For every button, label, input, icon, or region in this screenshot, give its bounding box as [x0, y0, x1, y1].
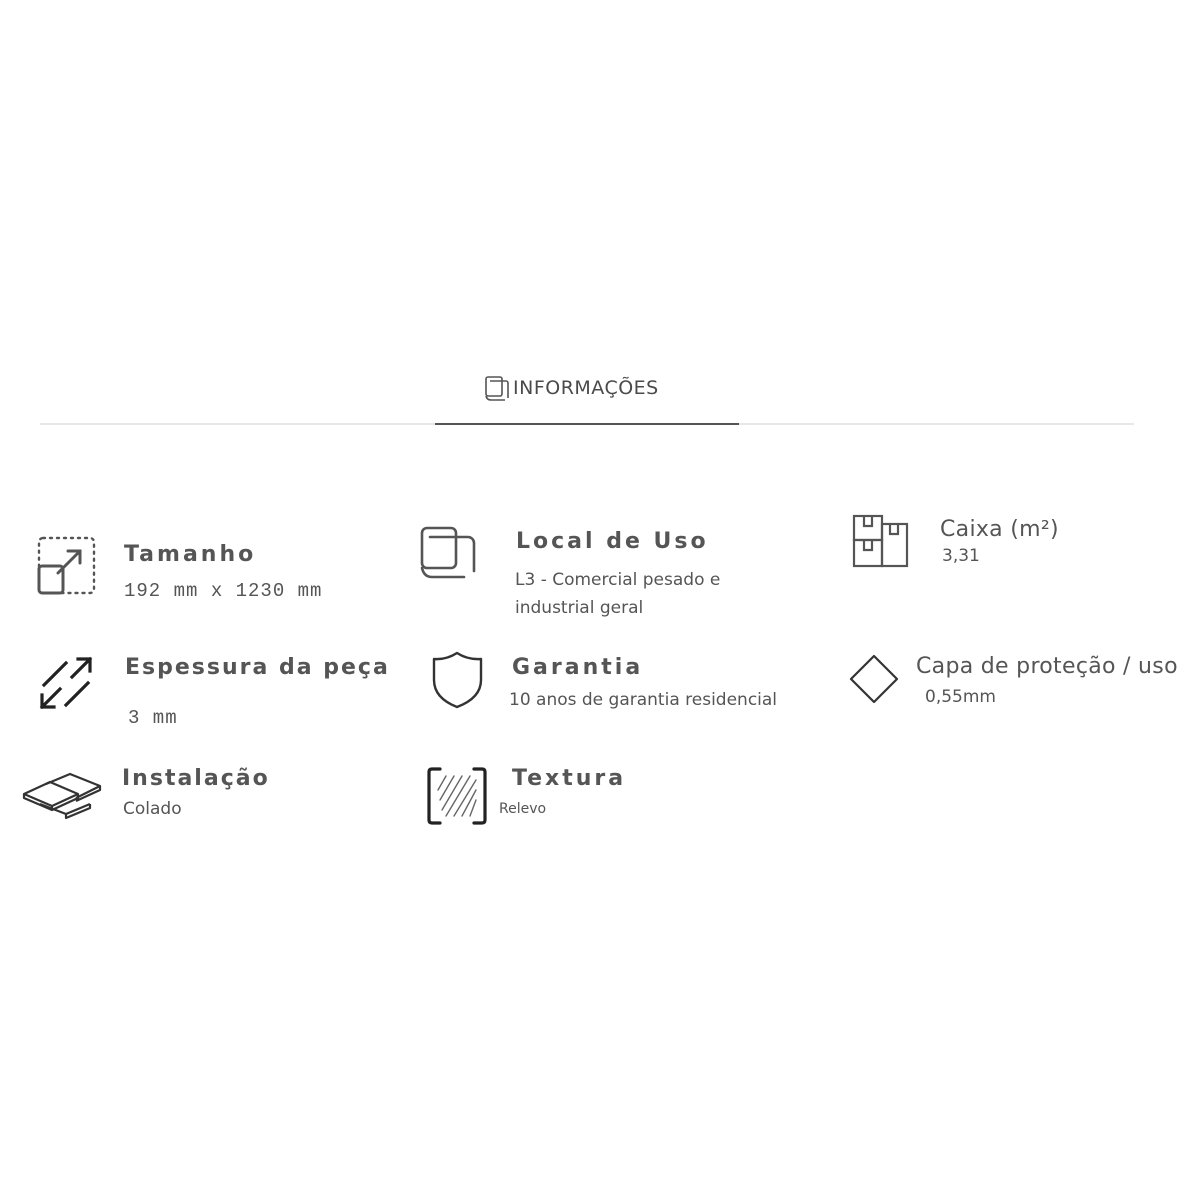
item-value: 192 mm x 1230 mm: [124, 580, 323, 602]
texture-icon: [426, 766, 488, 826]
item-title: Espessura da peça: [125, 655, 390, 680]
item-value: L3 - Comercial pesado e industrial geral: [515, 570, 721, 618]
item-value: 10 anos de garantia residencial: [509, 690, 778, 710]
item-title: Textura: [512, 766, 627, 791]
shield-icon: [430, 650, 486, 710]
item-value: 3 mm: [128, 707, 178, 729]
tab-label: INFORMAÇÕES: [513, 377, 659, 399]
item-title: Tamanho: [124, 542, 257, 567]
item-title: Garantia: [512, 655, 644, 680]
tab-informacoes[interactable]: [435, 368, 739, 424]
item-title: Capa de proteção / uso: [916, 654, 1178, 679]
boxes-icon: [852, 513, 910, 571]
planks-icon: [20, 770, 104, 822]
item-title: Local de Uso: [516, 529, 709, 554]
item-title: Caixa (m²): [940, 517, 1059, 542]
documents-icon: [483, 374, 511, 402]
diamond-icon: [848, 653, 900, 705]
layers-icon: [418, 523, 482, 587]
resize-icon: [36, 535, 98, 597]
item-value: 0,55mm: [925, 687, 996, 707]
item-value: Relevo: [499, 801, 547, 817]
item-title: Instalação: [122, 766, 270, 791]
thickness-arrows-icon: [38, 655, 94, 711]
item-value: Colado: [123, 799, 182, 819]
tab-active-underline: [435, 423, 739, 425]
item-value: 3,31: [942, 546, 980, 566]
